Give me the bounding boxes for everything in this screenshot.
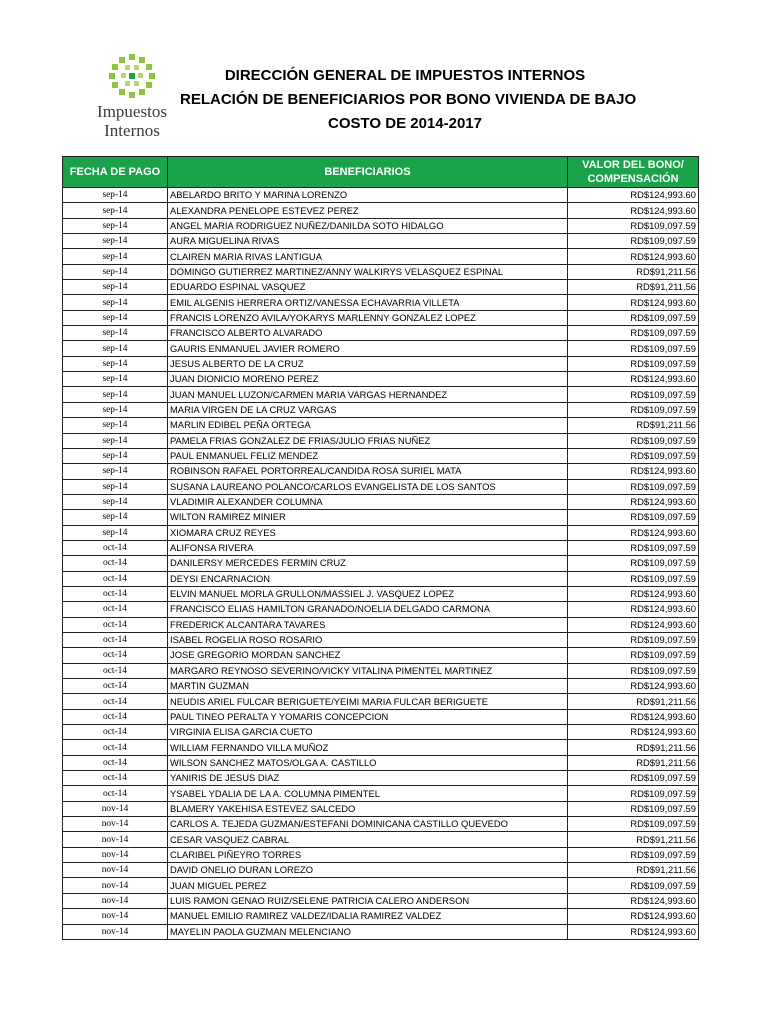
table-row [63,510,699,525]
table-row [63,540,699,555]
payment-date-cell: sep-14 [63,188,168,203]
bonus-value-cell: RD$91,211.56 [568,280,699,295]
table-row [63,801,699,816]
table-row [63,586,699,601]
table-row [63,203,699,218]
table-row [63,786,699,801]
table-row [63,448,699,463]
table-row [63,694,699,709]
beneficiary-cell: DOMINGO GUTIERREZ MARTINEZ/ANNY WALKIRYS VELASQUEZ ESPINAL [168,264,568,279]
table-row [63,479,699,494]
title-line-3: COSTO DE 2014-2017 [328,115,482,132]
table-row [63,648,699,663]
bonus-value-cell: RD$109,097.59 [568,801,699,816]
table-row [63,632,699,647]
beneficiary-cell: MARGARO REYNOSO SEVERINO/VICKY VITALINA PIMENTEL MARTINEZ [168,663,568,678]
document-title [180,64,637,136]
table-row [63,893,699,908]
logo-line-1: Impuestos [97,102,167,121]
beneficiary-cell: WILLIAM FERNANDO VILLA MUÑOZ [168,740,568,755]
beneficiary-cell: ROBINSON RAFAEL PORTORREAL/CANDIDA ROSA SURIEL MATA [168,464,568,479]
beneficiary-cell: YSABEL YDALIA DE LA A. COLUMNA PIMENTEL [168,786,568,801]
beneficiary-cell: MARLIN EDIBEL PEÑA ORTEGA [168,418,568,433]
sun-emblem-icon [96,52,168,102]
table-row [63,909,699,924]
bonus-value-cell: RD$124,993.60 [568,295,699,310]
bonus-value-cell: RD$124,993.60 [568,893,699,908]
table-row [63,617,699,632]
payment-date-cell: sep-14 [63,234,168,249]
payment-date-cell: sep-14 [63,280,168,295]
payment-date-cell: sep-14 [63,356,168,371]
beneficiary-cell: JUAN DIONICIO MORENO PEREZ [168,372,568,387]
beneficiary-cell: NEUDIS ARIEL FULCAR BERIGUETE/YEIMI MARIA FULCAR BERIGUETE [168,694,568,709]
beneficiary-cell: MARIA VIRGEN DE LA CRUZ VARGAS [168,402,568,417]
bonus-value-cell: RD$91,211.56 [568,863,699,878]
payment-date-cell: sep-14 [63,510,168,525]
title-line-2: RELACIÓN DE BENEFICIARIOS POR BONO VIVIENDA DE BAJO [180,91,637,108]
payment-date-cell: nov-14 [63,847,168,862]
table-row [63,771,699,786]
table-row [63,188,699,203]
bonus-value-cell: RD$124,993.60 [568,679,699,694]
beneficiary-cell: SUSANA LAUREANO POLANCO/CARLOS EVANGELISTA DE LOS SANTOS [168,479,568,494]
bonus-value-cell: RD$109,097.59 [568,648,699,663]
bonus-value-cell: RD$109,097.59 [568,234,699,249]
logo-wordmark [84,102,180,140]
beneficiary-cell: ANGEL MARIA RODRIGUEZ NUÑEZ/DANILDA SOTO HIDALGO [168,218,568,233]
beneficiary-cell: ABELARDO BRITO Y MARINA LORENZO [168,188,568,203]
table-row [63,556,699,571]
beneficiary-cell: VIRGINIA ELISA GARCIA CUETO [168,725,568,740]
table-row [63,264,699,279]
beneficiary-cell: CLAIREN MARIA RIVAS LANTIGUA [168,249,568,264]
payment-date-cell: sep-14 [63,448,168,463]
beneficiary-cell: WILSON SANCHEZ MATOS/OLGA A. CASTILLO [168,755,568,770]
table-body [63,188,699,940]
bonus-value-cell: RD$124,993.60 [568,464,699,479]
payment-date-cell: oct-14 [63,556,168,571]
table-row [63,341,699,356]
beneficiary-cell: MARTIN GUZMAN [168,679,568,694]
bonus-value-cell: RD$109,097.59 [568,479,699,494]
table-row [63,326,699,341]
beneficiary-cell: DANILERSY MERCEDES FERMIN CRUZ [168,556,568,571]
payment-date-cell: nov-14 [63,909,168,924]
payment-date-cell: sep-14 [63,479,168,494]
beneficiary-cell: FRANCISCO ALBERTO ALVARADO [168,326,568,341]
beneficiary-cell: XIOMARA CRUZ REYES [168,525,568,540]
payment-date-cell: sep-14 [63,494,168,509]
dgii-logo [84,52,180,144]
table-row [63,924,699,939]
table-row [63,863,699,878]
beneficiary-cell: DEYSI ENCARNACION [168,571,568,586]
beneficiary-cell: PAMELA FRIAS GONZALEZ DE FRIAS/JULIO FRIAS NUÑEZ [168,433,568,448]
bonus-value-cell: RD$124,993.60 [568,586,699,601]
bonus-value-cell: RD$109,097.59 [568,663,699,678]
payment-date-cell: oct-14 [63,679,168,694]
bonus-value-cell: RD$91,211.56 [568,264,699,279]
bonus-value-cell: RD$109,097.59 [568,571,699,586]
bonus-value-cell: RD$124,993.60 [568,617,699,632]
table-row [63,494,699,509]
table-row [63,755,699,770]
payment-date-cell: sep-14 [63,372,168,387]
beneficiary-cell: JUAN MIGUEL PEREZ [168,878,568,893]
bonus-value-cell: RD$109,097.59 [568,326,699,341]
payment-date-cell: oct-14 [63,709,168,724]
table-row [63,878,699,893]
payment-date-cell: oct-14 [63,617,168,632]
table-row [63,280,699,295]
table-row [63,295,699,310]
bonus-value-cell: RD$109,097.59 [568,632,699,647]
bonus-value-cell: RD$109,097.59 [568,878,699,893]
payment-date-cell: nov-14 [63,801,168,816]
bonus-value-cell: RD$124,993.60 [568,924,699,939]
table-row [63,847,699,862]
payment-date-cell: sep-14 [63,433,168,448]
table-row [63,525,699,540]
table-row [63,418,699,433]
bonus-value-cell: RD$124,993.60 [568,203,699,218]
beneficiary-cell: WILTON RAMIREZ MINIER [168,510,568,525]
table-row [63,372,699,387]
payment-date-cell: sep-14 [63,402,168,417]
payment-date-cell: nov-14 [63,863,168,878]
table-row [63,663,699,678]
payment-date-cell: nov-14 [63,924,168,939]
beneficiary-cell: YANIRIS DE JESUS DIAZ [168,771,568,786]
payment-date-cell: nov-14 [63,817,168,832]
beneficiaries-table [62,156,699,940]
bonus-value-cell: RD$109,097.59 [568,341,699,356]
bonus-value-cell: RD$124,993.60 [568,249,699,264]
beneficiary-cell: GAURIS ENMANUEL JAVIER ROMERO [168,341,568,356]
payment-date-cell: sep-14 [63,249,168,264]
table-row [63,356,699,371]
table-row [63,234,699,249]
table-row [63,310,699,325]
payment-date-cell: sep-14 [63,418,168,433]
bonus-value-cell: RD$109,097.59 [568,433,699,448]
table-row [63,740,699,755]
payment-date-cell: oct-14 [63,571,168,586]
bonus-value-cell: RD$109,097.59 [568,817,699,832]
beneficiary-cell: JOSE GREGORIO MORDAN SANCHEZ [168,648,568,663]
column-header-beneficiaries: BENEFICIARIOS [168,157,568,188]
bonus-value-cell: RD$91,211.56 [568,694,699,709]
beneficiary-cell: AURA MIGUELINA RIVAS [168,234,568,249]
beneficiary-cell: PAUL ENMANUEL FELIZ MENDEZ [168,448,568,463]
bonus-value-cell: RD$124,993.60 [568,909,699,924]
table-row [63,709,699,724]
payment-date-cell: sep-14 [63,264,168,279]
beneficiary-cell: FRANCIS LORENZO AVILA/YOKARYS MARLENNY GONZALEZ LOPEZ [168,310,568,325]
table-row [63,602,699,617]
bonus-value-cell: RD$109,097.59 [568,218,699,233]
beneficiary-cell: JUAN MANUEL LUZON/CARMEN MARIA VARGAS HERNANDEZ [168,387,568,402]
payment-date-cell: nov-14 [63,893,168,908]
bonus-value-cell: RD$124,993.60 [568,494,699,509]
payment-date-cell: oct-14 [63,771,168,786]
payment-date-cell: oct-14 [63,632,168,647]
table-row [63,249,699,264]
beneficiary-cell: ALIFONSA RIVERA [168,540,568,555]
table-row [63,218,699,233]
beneficiary-cell: ELVIN MANUEL MORLA GRULLON/MASSIEL J. VASQUEZ LOPEZ [168,586,568,601]
bonus-value-cell: RD$124,993.60 [568,372,699,387]
payment-date-cell: oct-14 [63,586,168,601]
payment-date-cell: oct-14 [63,694,168,709]
table-row [63,832,699,847]
bonus-value-cell: RD$109,097.59 [568,771,699,786]
beneficiary-cell: VLADIMIR ALEXANDER COLUMNA [168,494,568,509]
bonus-value-cell: RD$91,211.56 [568,755,699,770]
payment-date-cell: oct-14 [63,602,168,617]
table-row [63,464,699,479]
payment-date-cell: sep-14 [63,341,168,356]
payment-date-cell: sep-14 [63,295,168,310]
bonus-value-cell: RD$109,097.59 [568,510,699,525]
beneficiary-cell: BLAMERY YAKEHISA ESTEVEZ SALCEDO [168,801,568,816]
bonus-value-cell: RD$109,097.59 [568,556,699,571]
payment-date-cell: sep-14 [63,203,168,218]
beneficiary-cell: FRANCISCO ELIAS HAMILTON GRANADO/NOELIA DELGADO CARMONA [168,602,568,617]
bonus-value-cell: RD$109,097.59 [568,310,699,325]
table-row [63,387,699,402]
beneficiary-cell: JESUS ALBERTO DE LA CRUZ [168,356,568,371]
bonus-value-cell: RD$124,993.60 [568,525,699,540]
payment-date-cell: oct-14 [63,786,168,801]
beneficiary-cell: ISABEL ROGELIA ROSO ROSARIO [168,632,568,647]
table-row [63,571,699,586]
payment-date-cell: sep-14 [63,525,168,540]
title-line-1: DIRECCIÓN GENERAL DE IMPUESTOS INTERNOS [224,67,586,84]
beneficiary-cell: LUIS RAMON GENAO RUIZ/SELENE PATRICIA CALERO ANDERSON [168,893,568,908]
bonus-value-cell: RD$109,097.59 [568,402,699,417]
bonus-value-cell: RD$124,993.60 [568,602,699,617]
bonus-value-cell: RD$109,097.59 [568,387,699,402]
payment-date-cell: sep-14 [63,310,168,325]
bonus-value-cell: RD$124,993.60 [568,709,699,724]
beneficiary-cell: MAYELIN PAOLA GUZMAN MELENCIANO [168,924,568,939]
payment-date-cell: oct-14 [63,725,168,740]
table-header-row [63,157,699,188]
table-row [63,725,699,740]
beneficiary-cell: FREDERICK ALCANTARA TAVARES [168,617,568,632]
logo-line-2: Internos [104,121,160,140]
beneficiary-cell: ALEXANDRA PENELOPE ESTEVEZ PEREZ [168,203,568,218]
bonus-value-cell: RD$91,211.56 [568,418,699,433]
beneficiary-cell: EMIL ALGENIS HERRERA ORTIZ/VANESSA ECHAVARRIA VILLETA [168,295,568,310]
bonus-value-cell: RD$109,097.59 [568,847,699,862]
payment-date-cell: sep-14 [63,218,168,233]
payment-date-cell: oct-14 [63,755,168,770]
beneficiary-cell: PAUL TINEO PERALTA Y YOMARIS CONCEPCION [168,709,568,724]
bonus-value-cell: RD$124,993.60 [568,725,699,740]
bonus-value-cell: RD$91,211.56 [568,740,699,755]
payment-date-cell: oct-14 [63,648,168,663]
table-row [63,679,699,694]
bonus-value-cell: RD$109,097.59 [568,540,699,555]
bonus-value-cell: RD$109,097.59 [568,786,699,801]
beneficiary-cell: EDUARDO ESPINAL VASQUEZ [168,280,568,295]
payment-date-cell: nov-14 [63,878,168,893]
bonus-value-cell: RD$109,097.59 [568,448,699,463]
payment-date-cell: sep-14 [63,387,168,402]
bonus-value-cell: RD$91,211.56 [568,832,699,847]
beneficiary-cell: DAVID ONELIO DURAN LOREZO [168,863,568,878]
column-header-value: VALOR DEL BONO/ COMPENSACIÓN [568,157,699,188]
table-row [63,817,699,832]
table-row [63,402,699,417]
beneficiary-cell: CARLOS A. TEJEDA GUZMAN/ESTEFANI DOMINICANA CASTILLO QUEVEDO [168,817,568,832]
column-header-date: FECHA DE PAGO [63,157,168,188]
payment-date-cell: oct-14 [63,663,168,678]
bonus-value-cell: RD$109,097.59 [568,356,699,371]
beneficiary-cell: CESAR VASQUEZ CABRAL [168,832,568,847]
payment-date-cell: nov-14 [63,832,168,847]
beneficiary-cell: CLARIBEL PIÑEYRO TORRES [168,847,568,862]
payment-date-cell: oct-14 [63,740,168,755]
payment-date-cell: oct-14 [63,540,168,555]
table-row [63,433,699,448]
beneficiary-cell: MANUEL EMILIO RAMIREZ VALDEZ/IDALIA RAMIREZ VALDEZ [168,909,568,924]
bonus-value-cell: RD$124,993.60 [568,188,699,203]
payment-date-cell: sep-14 [63,326,168,341]
payment-date-cell: sep-14 [63,464,168,479]
